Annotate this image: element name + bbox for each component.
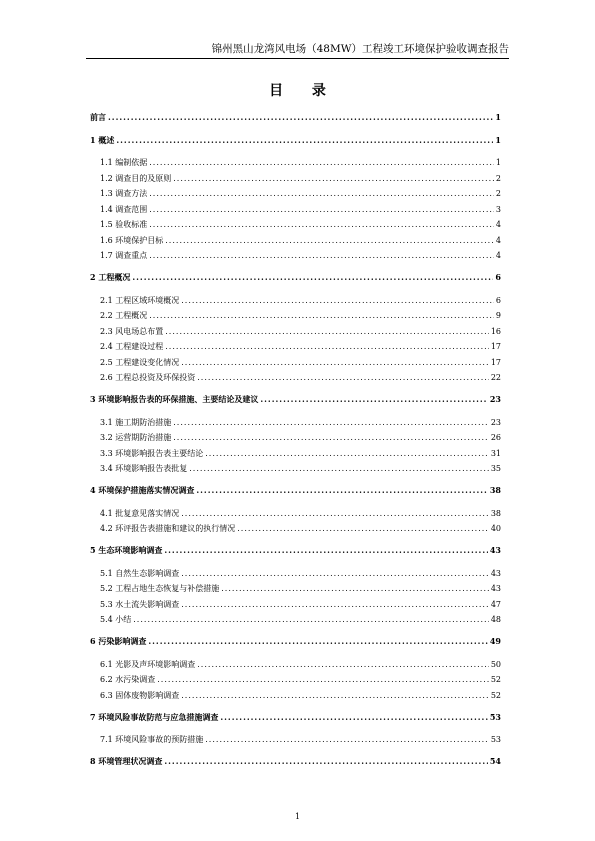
- toc-section-entry[interactable]: [100, 326, 501, 337]
- toc-entry-page: 9: [495, 311, 501, 320]
- toc-entry-label: 1.4 调查范围: [100, 204, 148, 214]
- toc-entry-page: 49: [489, 636, 501, 646]
- toc-section-entry[interactable]: [100, 463, 501, 474]
- toc-entry-label: 5.3 水土流失影响调查: [100, 599, 180, 609]
- toc-entry-page: 43: [489, 545, 501, 555]
- toc-entry-page: 4: [495, 220, 501, 229]
- toc-leader-dots: [148, 636, 488, 647]
- toc-entry-page: 43: [490, 584, 501, 593]
- toc-chapter-entry[interactable]: [90, 636, 501, 647]
- toc-entry-label: 3.3 环境影响报告表主要结论: [100, 448, 204, 458]
- toc-entry-label: 2.2 工程概况: [100, 311, 148, 320]
- toc-entry-label: 3.2 运营期防治措施: [100, 433, 172, 442]
- toc-entry-page: 31: [490, 448, 501, 458]
- toc-entry-page: 53: [490, 735, 501, 744]
- toc-section-entry[interactable]: [100, 690, 501, 701]
- toc-entry-label: 2.3 风电场总布置: [100, 326, 164, 336]
- toc-entry-label: 5.2 工程占地生态恢复与补偿措施: [100, 584, 220, 593]
- toc-entry-page: 23: [490, 417, 501, 427]
- toc-leader-dots: [149, 188, 494, 199]
- toc-entry-page: 17: [490, 342, 501, 351]
- toc-leader-dots: [165, 235, 494, 246]
- toc-leader-dots: [149, 219, 494, 230]
- toc-entry-label: 1.3 调查方法: [100, 189, 148, 198]
- toc-section-entry[interactable]: [100, 523, 501, 534]
- toc-entry-page: 3: [495, 204, 501, 214]
- toc-leader-dots: [164, 545, 488, 556]
- toc-section-entry[interactable]: [100, 250, 501, 261]
- toc-leader-dots: [181, 599, 489, 610]
- toc-section-entry[interactable]: [100, 599, 501, 610]
- toc-leader-dots: [205, 448, 489, 459]
- toc-entry-page: 4: [495, 235, 501, 245]
- toc-entry-page: 48: [490, 615, 501, 624]
- toc-leader-dots: [260, 394, 488, 405]
- toc-entry-page: 1: [495, 158, 501, 167]
- toc-entry-page: 53: [489, 711, 501, 722]
- toc-entry-page: 38: [489, 485, 501, 495]
- toc-chapter-entry[interactable]: [90, 112, 501, 123]
- toc-leader-dots: [132, 272, 493, 283]
- toc-chapter-entry[interactable]: [90, 135, 501, 146]
- toc-leader-dots: [173, 417, 489, 428]
- toc-entry-page: 1: [495, 134, 501, 145]
- toc-entry-label: 2.1 工程区域环境概况: [100, 295, 180, 305]
- toc-entry-page: 52: [490, 690, 501, 700]
- toc-entry-page: 47: [490, 599, 501, 609]
- toc-entry-page: 40: [490, 524, 501, 533]
- toc-chapter-entry[interactable]: [90, 485, 501, 496]
- toc-entry-label: 6 污染影响调查: [90, 636, 147, 646]
- toc-leader-dots: [164, 756, 488, 767]
- toc-entry-page: 43: [490, 568, 501, 578]
- toc-entry-page: 2: [495, 173, 501, 183]
- toc-leader-dots: [221, 583, 489, 594]
- toc-section-entry[interactable]: [100, 432, 501, 443]
- toc-entry-label: 8 环境管理状况调查: [90, 756, 163, 766]
- toc-leader-dots: [116, 135, 493, 146]
- toc-entry-page: 6: [495, 295, 501, 305]
- toc-section-entry[interactable]: [100, 235, 501, 246]
- toc-entry-page: 2: [495, 189, 501, 198]
- toc-leader-dots: [197, 659, 489, 670]
- toc-entry-page: 16: [490, 326, 501, 336]
- toc-leader-dots: [189, 463, 489, 474]
- toc-section-entry[interactable]: [100, 157, 501, 168]
- toc-section-entry[interactable]: [100, 173, 501, 184]
- toc-leader-dots: [181, 357, 489, 368]
- toc-entry-label: 4.2 环评报告表措施和建议的执行情况: [100, 524, 236, 533]
- toc-entry-label: 4 环境保护措施落实情况调查: [90, 485, 195, 495]
- toc-section-entry[interactable]: [100, 219, 501, 230]
- toc-section-entry[interactable]: [100, 734, 501, 745]
- toc-entry-label: 1.6 环境保护目标: [100, 235, 164, 245]
- toc-section-entry[interactable]: [100, 583, 501, 594]
- toc-entry-page: 6: [495, 272, 501, 282]
- toc-entry-label: 前言: [90, 112, 106, 122]
- toc-leader-dots: [165, 341, 489, 352]
- toc-section-entry[interactable]: [100, 295, 501, 306]
- toc-section-entry[interactable]: [100, 674, 501, 685]
- toc-entry-label: 7.1 环境风险事故的预防措施: [100, 735, 204, 744]
- toc-chapter-entry[interactable]: [90, 394, 501, 405]
- toc-section-entry[interactable]: [100, 614, 501, 625]
- toc-entry-label: 5 生态环境影响调查: [90, 545, 163, 555]
- toc-leader-dots: [173, 432, 489, 443]
- toc-entry-label: 1.1 编制依据: [100, 158, 148, 167]
- toc-entry-page: 22: [490, 373, 501, 382]
- toc-section-entry[interactable]: [100, 341, 501, 352]
- toc-entry-label: 1.5 验收标准: [100, 220, 148, 229]
- toc-entry-page: 38: [490, 508, 501, 518]
- toc-entry-label: 7 环境风险事故防范与应急措施调查: [90, 711, 219, 722]
- toc-title: 目 录: [269, 83, 338, 99]
- toc-entry-label: 4.1 批复意见落实情况: [100, 508, 180, 518]
- toc-entry-page: 54: [489, 756, 501, 766]
- toc-chapter-entry[interactable]: [90, 756, 501, 767]
- toc-entry-label: 1.2 调查目的及原则: [100, 173, 172, 183]
- toc-entry-label: 2.5 工程建设变化情况: [100, 357, 180, 367]
- toc-entry-label: 3.1 施工期防治措施: [100, 417, 172, 427]
- toc-entry-label: 6.2 水污染调查: [100, 675, 156, 684]
- toc-entry-label: 2 工程概况: [90, 272, 131, 282]
- toc-entry-label: 1 概述: [90, 134, 115, 145]
- toc-entry-label: 5.4 小结: [100, 615, 132, 624]
- toc-section-entry[interactable]: [100, 188, 501, 199]
- toc-section-entry[interactable]: [100, 357, 501, 368]
- toc-leader-dots: [220, 712, 488, 723]
- toc-section-entry[interactable]: [100, 568, 501, 579]
- toc-section-entry[interactable]: [100, 448, 501, 459]
- toc-entry-label: 6.3 固体废物影响调查: [100, 690, 180, 700]
- toc-entry-label: 1.7 调查重点: [100, 251, 148, 260]
- toc-leader-dots: [181, 690, 489, 701]
- toc-entry-label: 6.1 光影及声环境影响调查: [100, 659, 196, 669]
- header-rule: [86, 58, 509, 59]
- toc-entry-label: 2.4 工程建设过程: [100, 342, 164, 351]
- toc-chapter-entry[interactable]: [90, 712, 501, 723]
- toc-leader-dots: [149, 204, 494, 215]
- toc-leader-dots: [205, 734, 489, 745]
- toc-entry-page: 26: [490, 433, 501, 442]
- toc-entry-page: 52: [490, 675, 501, 684]
- toc-leader-dots: [181, 295, 494, 306]
- toc-leader-dots: [133, 614, 489, 625]
- toc-entry-page: 23: [489, 394, 501, 404]
- toc-entry-page: 50: [490, 659, 501, 669]
- toc-entry-page: 1: [495, 112, 501, 122]
- toc-entry-page: 4: [495, 251, 501, 260]
- toc-chapter-entry[interactable]: [90, 272, 501, 283]
- toc-section-entry[interactable]: [100, 659, 501, 670]
- toc-leader-dots: [157, 674, 489, 685]
- toc-leader-dots: [149, 157, 494, 168]
- page-number: 1: [294, 812, 301, 821]
- toc-leader-dots: [149, 250, 494, 261]
- toc-leader-dots: [149, 310, 494, 321]
- toc-entry-page: 35: [490, 464, 501, 473]
- toc-leader-dots: [237, 523, 489, 534]
- toc-leader-dots: [196, 485, 488, 496]
- toc-chapter-entry[interactable]: [90, 545, 501, 556]
- toc-leader-dots: [108, 112, 493, 123]
- toc-section-entry[interactable]: [100, 372, 501, 383]
- toc-entry-page: 17: [490, 357, 501, 367]
- toc-leader-dots: [197, 372, 489, 383]
- toc-leader-dots: [173, 173, 494, 184]
- toc-entry-label: 3.4 环境影响报告表批复: [100, 464, 188, 473]
- toc-section-entry[interactable]: [100, 310, 501, 321]
- toc-entry-label: 2.6 工程总投资及环保投资: [100, 373, 196, 382]
- toc-leader-dots: [181, 568, 489, 579]
- toc-section-entry[interactable]: [100, 204, 501, 215]
- toc-section-entry[interactable]: [100, 417, 501, 428]
- toc-entry-label: 5.1 自然生态影响调查: [100, 568, 180, 578]
- running-header: 锦州黑山龙湾风电场（48MW）工程竣工环境保护验收调查报告: [211, 43, 509, 55]
- toc-leader-dots: [181, 508, 489, 519]
- toc-entry-label: 3 环境影响报告表的环保措施、主要结论及建议: [90, 394, 259, 404]
- toc-section-entry[interactable]: [100, 508, 501, 519]
- toc-leader-dots: [165, 326, 489, 337]
